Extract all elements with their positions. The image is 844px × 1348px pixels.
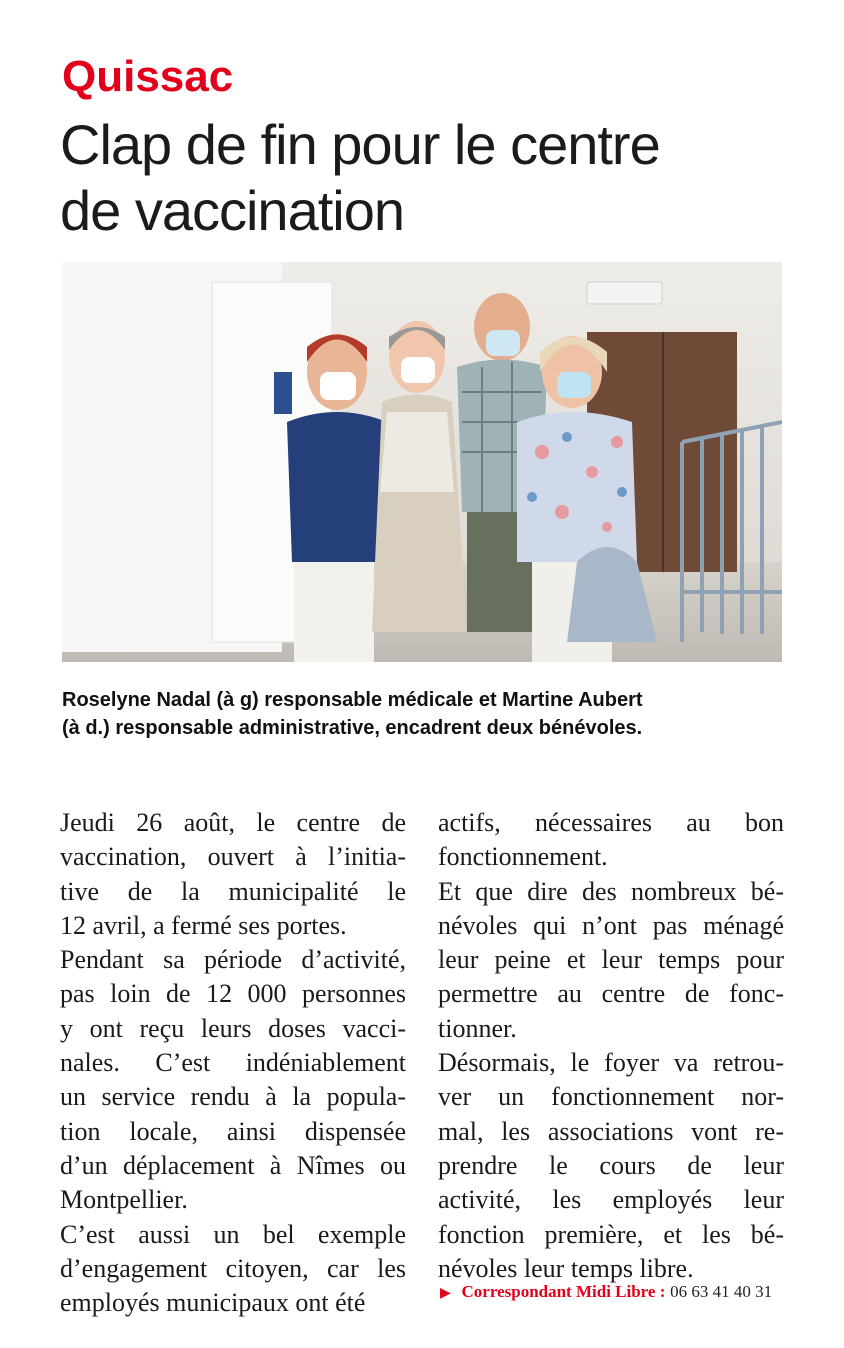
headline-line-1: Clap de fin pour le centre [60, 113, 660, 176]
credit-phone: 06 63 41 40 31 [670, 1282, 773, 1301]
body-line: prendre le cours de leur [438, 1150, 784, 1180]
caption-line-1: Roselyne Nadal (à g) responsable médicale et Martine Aubert [62, 689, 643, 711]
photo-caption [62, 686, 782, 742]
body-line: fonctionnement. [438, 842, 608, 872]
body-line: C’est aussi un bel exemple [60, 1219, 406, 1249]
credit-label: Correspondant Midi Libre : [461, 1282, 666, 1301]
body-line: tive de la municipalité le [60, 876, 406, 906]
body-line: d’un déplacement à Nîmes ou [60, 1150, 406, 1180]
body-column-left [60, 806, 406, 1320]
body-line: névoles qui n’ont pas ménagé [438, 910, 784, 940]
body-line: tionner. [438, 1013, 517, 1043]
body-line: tion locale, ainsi dispensée [60, 1116, 406, 1146]
body-line: névoles leur temps libre. [438, 1253, 694, 1283]
body-line: y ont reçu leurs doses vacci- [60, 1013, 406, 1043]
section-kicker: Quissac [62, 52, 234, 101]
triangle-icon: ▶ [440, 1284, 451, 1300]
body-line: employés municipaux ont été [60, 1288, 366, 1318]
body-column-right [438, 806, 784, 1286]
body-line: permettre au centre de fonc- [438, 979, 784, 1009]
body-line: vaccination, ouvert à l’initia- [60, 842, 406, 872]
body-line: un service rendu à la popula- [60, 1082, 406, 1112]
headline [60, 112, 800, 244]
body-line: pas loin de 12 000 personnes [60, 979, 406, 1009]
correspondent-credit [440, 1282, 772, 1302]
body-line: 12 avril, a fermé ses portes. [60, 910, 347, 940]
body-line: Jeudi 26 août, le centre de [60, 808, 406, 837]
body-line: actifs, nécessaires au bon [438, 808, 784, 837]
headline-line-2: de vaccination [60, 179, 405, 242]
article-photo [62, 262, 782, 662]
body-line: d’engagement citoyen, car les [60, 1253, 406, 1283]
body-line: ver un fonctionnement nor- [438, 1082, 784, 1112]
caption-line-2: (à d.) responsable administrative, encadrent deux bénévoles. [62, 717, 643, 739]
body-line: Et que dire des nombreux bé- [438, 876, 784, 906]
body-line: Montpellier. [60, 1185, 188, 1215]
body-line: nales. C’est indéniablement [60, 1048, 406, 1078]
body-line: fonction première, et les bé- [438, 1219, 784, 1249]
body-line: activité, les employés leur [438, 1185, 784, 1215]
body-line: Pendant sa période d’activité, [60, 945, 406, 975]
body-line: mal, les associations vont re- [438, 1116, 784, 1146]
body-line: Désormais, le foyer va retrou- [438, 1048, 784, 1078]
body-line: leur peine et leur temps pour [438, 945, 784, 975]
photo-illustration [62, 262, 782, 662]
